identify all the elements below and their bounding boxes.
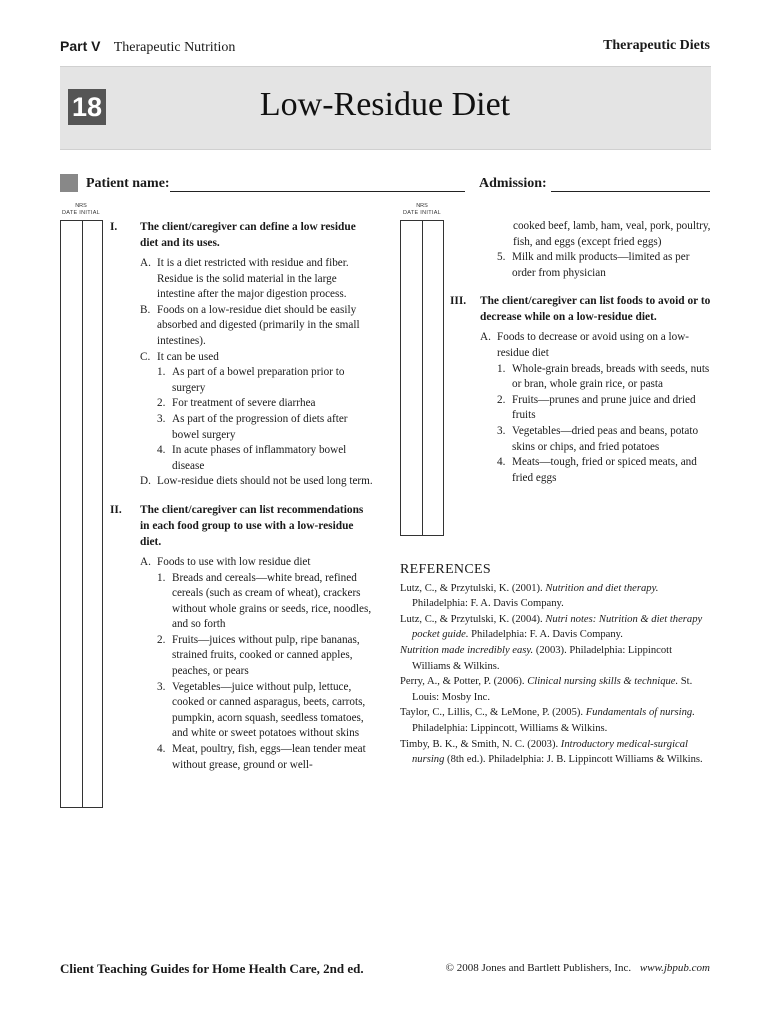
admission-field[interactable] xyxy=(551,191,710,192)
section-heading: II. The client/caregiver can list recommendations in each food group to use with a low-residue diet. xyxy=(110,503,364,548)
list-item: 2. Fruits—juices without pulp, ripe bananas, strained fruits, cooked or canned apples, peaches, or pears xyxy=(157,633,360,678)
footer-book-title: Client Teaching Guides for Home Health Care, 2nd ed. xyxy=(60,961,364,976)
list-item: D. Low-residue diets should not be used long term. xyxy=(140,475,373,488)
reference-entry: Taylor, C., Lillis, C., & LeMone, P. (2005). Fundamentals of nursing. Philadelphia: Lippincott, Williams & Wilkins. xyxy=(400,707,695,734)
copyright-text: © 2008 Jones and Bartlett Publishers, Inc. xyxy=(445,962,632,974)
list-item: 5. Milk and milk products—limited as per order from physician xyxy=(497,251,690,279)
nrs-header-left xyxy=(60,203,102,217)
section-heading: III. The client/caregiver can list foods to avoid or to decrease while on a low-residue diet. xyxy=(450,295,711,324)
nrs-label: NRS xyxy=(75,203,87,209)
list-item: 2. Fruits—prunes and prune juice and dried fruits xyxy=(497,393,696,422)
list-item: 4. Meat, poultry, fish, eggs—lean tender meat without grease, ground or well- xyxy=(157,743,366,771)
page-title: Low-Residue Diet xyxy=(259,86,511,123)
list-item: 2. For treatment of severe diarrhea xyxy=(157,397,316,410)
section-heading: I. The client/caregiver can define a low residue diet and its uses. xyxy=(110,221,356,249)
list-item: A. Foods to decrease or avoid using on a low-residue diet xyxy=(480,331,690,359)
nrs-checkbox-column-left[interactable] xyxy=(60,220,103,808)
section-label: Therapeutic Nutrition xyxy=(113,40,236,55)
nrs-label: NRS xyxy=(416,203,428,209)
list-item: 4. Meats—tough, fried or spiced meats, and fried eggs xyxy=(497,456,697,484)
reference-entry: Lutz, C., & Przytulski, K. (2004). Nutri notes: Nutrition & diet therapy pocket guide. Philadelphia: F. A. Davis Company. xyxy=(400,613,703,641)
list-item-continued: cooked beef, lamb, ham, veal, pork, poultry, fish, and eggs (except fried eggs) xyxy=(513,220,711,248)
chapter-number-badge: 18 xyxy=(68,89,106,125)
part-label: Part V xyxy=(60,38,101,54)
admission-label: Admission: xyxy=(479,176,547,191)
list-item: 1. Whole-grain breads, breads with seeds, nuts or bran, whole grain rice, or pasta xyxy=(497,362,710,391)
reference-entry: Timby, B. K., & Smith, N. C. (2003). Introductory medical-surgical nursing (8th ed.). Philadelphia: J. B. Lippincott Williams & Wilkins. xyxy=(400,738,703,766)
list-item: 3. Vegetables—juice without pulp, lettuce, cooked or canned asparagus, beets, carrots, pumpkin, acorn squash, seedless tomatoes, and white or sweet potatoes without skins xyxy=(157,680,366,740)
references-heading: REFERENCES xyxy=(400,562,491,577)
date-initial-label: DATE INITIAL xyxy=(402,210,442,216)
footer-copyright xyxy=(446,962,710,974)
nrs-checkbox-column-right[interactable] xyxy=(400,220,444,536)
running-header-left xyxy=(60,38,235,56)
right-column xyxy=(450,219,715,486)
list-item: 1. Breads and cereals—white bread, refined cereals (such as cream of wheat), crackers without whole grains or seeds, rice, noodles, and so forth xyxy=(157,571,372,631)
patient-name-field[interactable] xyxy=(170,191,465,192)
list-item: 3. Vegetables—dried peas and beans, potato skins or chips, and fried potatoes xyxy=(497,424,699,453)
patient-name-label: Patient name: xyxy=(86,176,170,191)
nrs-header-right xyxy=(400,203,444,217)
list-item: 3. As part of the progression of diets after bowel surgery xyxy=(157,412,348,441)
running-header-right: Therapeutic Diets xyxy=(603,38,710,53)
list-item: A. It is a diet restricted with residue and fiber. Residue is the solid material in the large intestine after the major digestion process. xyxy=(140,257,349,301)
references-section xyxy=(400,552,712,768)
square-bullet-icon xyxy=(60,174,78,192)
list-item: 1. As part of a bowel preparation prior to surgery xyxy=(157,366,345,394)
list-item: A. Foods to use with low residue diet xyxy=(140,555,311,568)
list-item: B. Foods on a low-residue diet should be easily absorbed and digested (primarily in the small intestines). xyxy=(140,303,360,347)
list-item: C. It can be used xyxy=(140,350,219,363)
date-initial-label: DATE INITIAL xyxy=(61,210,101,216)
list-item: 4. In acute phases of inflammatory bowel disease xyxy=(157,444,347,472)
publisher-url[interactable]: www.jbpub.com xyxy=(639,962,710,974)
reference-entry: Nutrition made incredibly easy. (2003). Philadelphia: Lippincott Williams & Wilkins. xyxy=(400,644,673,672)
reference-entry: Perry, A., & Potter, P. (2006). Clinical nursing skills & technique. St. Louis: Mosby Inc. xyxy=(400,676,693,703)
reference-entry: Lutz, C., & Przytulski, K. (2001). Nutrition and diet therapy. Philadelphia: F. A. Davis Company. xyxy=(400,582,659,610)
left-column xyxy=(110,219,375,773)
